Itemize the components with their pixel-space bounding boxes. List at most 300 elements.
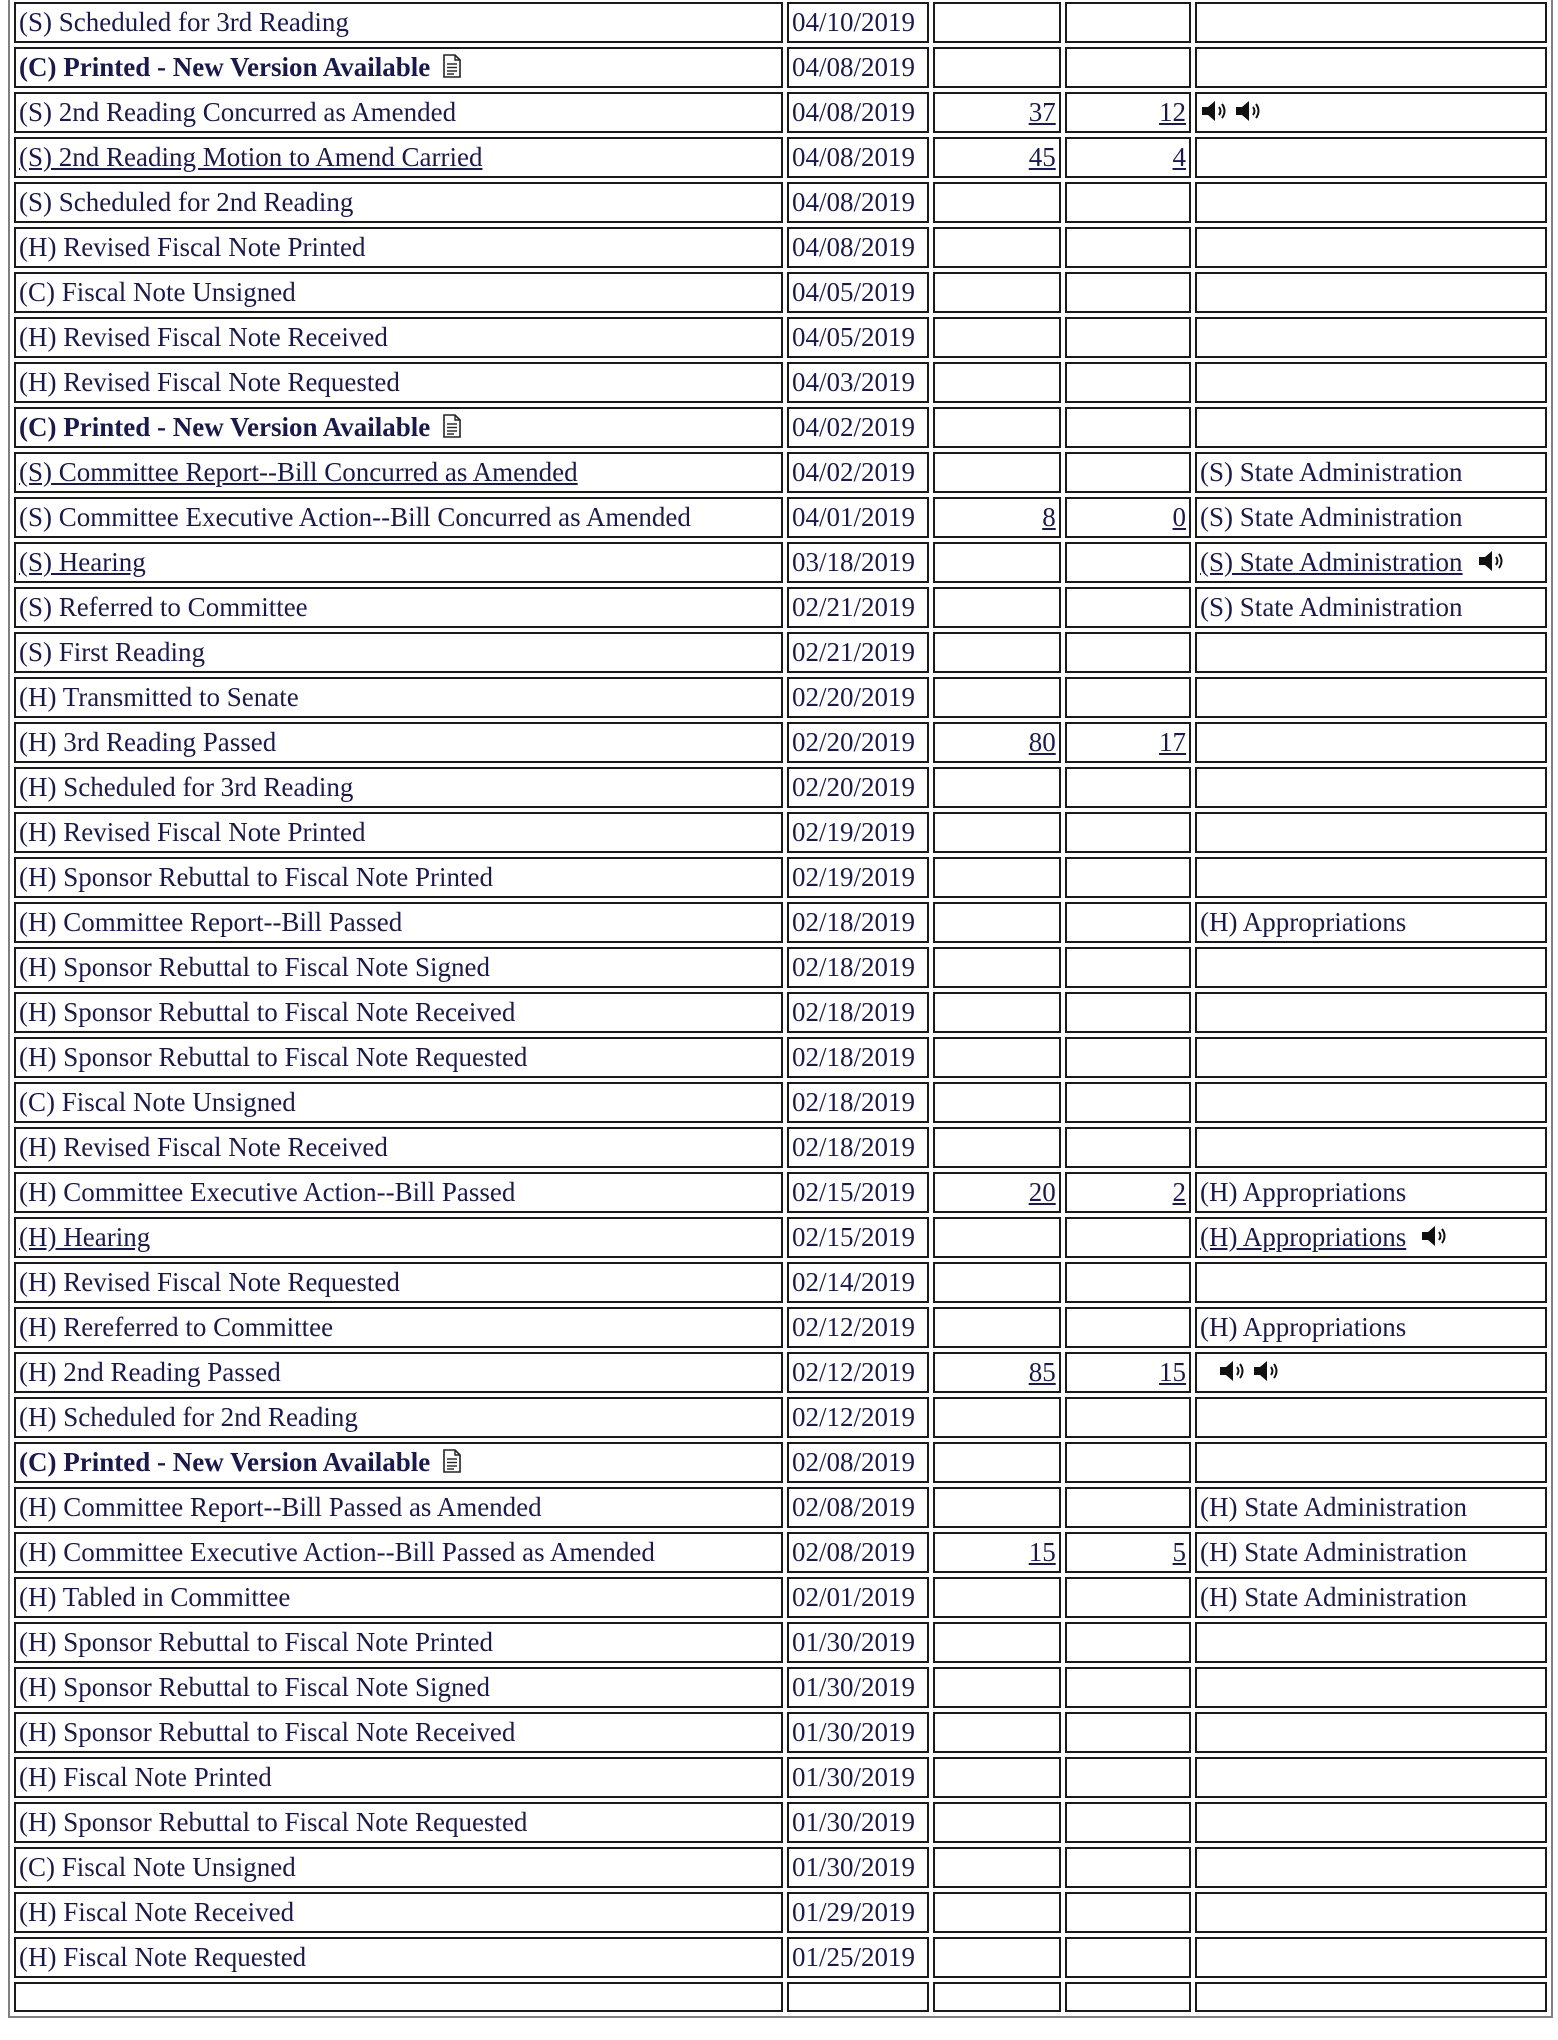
no-votes-cell [1065,47,1191,88]
no-votes-link[interactable]: 17 [1159,727,1187,757]
yes-votes-cell [933,767,1060,808]
yes-votes-link[interactable]: 45 [1028,142,1056,172]
action-text: (H) Fiscal Note Received [19,1897,295,1927]
committee-name: (S) State Administration [1200,457,1463,487]
action-row [14,92,1547,133]
action-cell [14,1757,783,1798]
action-cell [14,1667,783,1708]
committee-cell [1195,1847,1547,1888]
action-row [14,1352,1547,1393]
action-cell [14,317,783,358]
action-date: 04/01/2019 [792,502,916,532]
yes-votes-cell [933,1217,1060,1258]
date-cell [787,1082,929,1123]
date-cell [787,947,929,988]
committee-cell [1195,992,1547,1033]
yes-votes-cell [933,1577,1060,1618]
date-cell [787,497,929,538]
yes-votes-cell [933,407,1060,448]
action-cell [14,1307,783,1348]
action-row [14,182,1547,223]
yes-votes-cell [933,182,1060,223]
action-cell [14,857,783,898]
committee-cell [1195,47,1547,88]
committee-cell [1195,1172,1547,1213]
action-row [14,1802,1547,1843]
action-cell [14,182,783,223]
committee-cell [1195,1037,1547,1078]
speaker-icon[interactable] [1218,1357,1248,1383]
action-row [14,1172,1547,1213]
no-votes-cell [1065,2,1191,43]
action-link[interactable]: (S) Committee Report--Bill Concurred as Amended [19,457,578,487]
no-votes-link[interactable]: 12 [1159,97,1187,127]
date-cell [787,1037,929,1078]
yes-votes-cell [933,812,1060,853]
action-row [14,1757,1547,1798]
action-date: 01/25/2019 [792,1942,916,1972]
action-cell [14,1037,783,1078]
action-cell [14,1127,783,1168]
committee-cell [1195,1757,1547,1798]
action-row [14,767,1547,808]
date-cell [787,1847,929,1888]
yes-votes-cell [933,947,1060,988]
date-cell [787,1487,929,1528]
action-text: (H) Revised Fiscal Note Printed [19,232,366,262]
no-votes-cell [1065,587,1191,628]
yes-votes-cell [933,1937,1060,1978]
no-votes-cell [1065,1937,1191,1978]
action-date: 01/30/2019 [792,1627,916,1657]
no-votes-cell [1065,137,1191,178]
yes-votes-cell [933,1667,1060,1708]
action-link[interactable]: (S) Hearing [19,547,146,577]
date-cell [787,542,929,583]
bill-actions-body [14,2,1547,2012]
action-date: 01/30/2019 [792,1807,916,1837]
committee-name: (H) Appropriations [1200,1177,1407,1207]
action-text: (H) 3rd Reading Passed [19,727,277,757]
bill-actions-table [8,0,1553,2018]
date-cell [787,857,929,898]
action-cell [14,1937,783,1978]
document-icon[interactable] [442,1446,462,1470]
action-date: 02/21/2019 [792,592,916,622]
no-votes-cell [1065,677,1191,718]
action-date: 02/12/2019 [792,1402,916,1432]
speaker-icon[interactable] [1252,1357,1282,1383]
yes-votes-cell [933,1622,1060,1663]
action-text: (H) Sponsor Rebuttal to Fiscal Note Received [19,1717,516,1747]
yes-votes-link[interactable]: 37 [1028,97,1056,127]
no-votes-link[interactable]: 4 [1172,142,1187,172]
yes-votes-cell [933,587,1060,628]
action-date: 02/18/2019 [792,1132,916,1162]
date-cell [787,272,929,313]
action-row [14,1937,1547,1978]
action-cell [14,1262,783,1303]
action-cell [14,992,783,1033]
yes-votes-cell [933,677,1060,718]
no-votes-cell [1065,1577,1191,1618]
no-votes-link[interactable]: 15 [1159,1357,1187,1387]
action-cell [14,1442,783,1483]
committee-cell [1195,767,1547,808]
yes-votes-link[interactable]: 15 [1028,1537,1056,1567]
committee-cell [1195,227,1547,268]
action-link[interactable]: (S) 2nd Reading Motion to Amend Carried [19,142,483,172]
yes-votes-cell [933,1847,1060,1888]
no-votes-cell [1065,1082,1191,1123]
action-text: (C) Fiscal Note Unsigned [19,277,296,307]
committee-link[interactable]: (H) Appropriations [1200,1222,1407,1252]
action-cell [14,47,783,88]
action-cell [14,632,783,673]
committee-cell [1195,812,1547,853]
speaker-icon[interactable] [1420,1222,1450,1248]
no-votes-cell [1065,1667,1191,1708]
yes-votes-cell [933,1442,1060,1483]
date-cell [787,92,929,133]
action-date: 02/20/2019 [792,682,916,712]
no-votes-cell [1065,1442,1191,1483]
action-row [14,1577,1547,1618]
action-row [14,227,1547,268]
action-text: (C) Fiscal Note Unsigned [19,1087,296,1117]
date-cell [787,1622,929,1663]
committee-link[interactable]: (S) State Administration [1200,547,1463,577]
yes-votes-cell [933,1802,1060,1843]
no-votes-cell [1065,1397,1191,1438]
committee-cell [1195,947,1547,988]
action-row [14,317,1547,358]
action-date: 02/15/2019 [792,1177,916,1207]
action-date: 04/03/2019 [792,367,916,397]
committee-cell [1195,1532,1547,1573]
action-cell [14,1577,783,1618]
yes-votes-link[interactable]: 85 [1028,1357,1056,1387]
yes-votes-cell [933,1352,1060,1393]
action-date: 02/08/2019 [792,1537,916,1567]
date-cell [787,1937,929,1978]
date-cell [787,1892,929,1933]
action-cell [14,1622,783,1663]
action-date: 02/20/2019 [792,727,916,757]
document-icon[interactable] [442,51,462,75]
action-text: (H) Sponsor Rebuttal to Fiscal Note Received [19,997,516,1027]
action-row [14,812,1547,853]
action-date: 02/19/2019 [792,862,916,892]
date-cell [787,1442,929,1483]
yes-votes-cell [933,452,1060,493]
speaker-icon[interactable] [1234,97,1264,123]
no-votes-link[interactable]: 2 [1172,1177,1187,1207]
no-votes-cell [1065,1307,1191,1348]
action-date: 02/01/2019 [792,1582,916,1612]
action-text: (C) Printed - New Version Available [19,1447,431,1477]
action-cell [14,767,783,808]
date-cell [787,1577,929,1618]
action-cell [14,542,783,583]
yes-votes-cell [933,317,1060,358]
action-row [14,1397,1547,1438]
action-cell [14,1892,783,1933]
committee-cell [1195,1127,1547,1168]
action-cell [14,1082,783,1123]
committee-cell [1195,677,1547,718]
committee-cell [1195,632,1547,673]
action-text: (H) Sponsor Rebuttal to Fiscal Note Printed [19,1627,493,1657]
committee-cell [1195,1802,1547,1843]
action-text: (H) 2nd Reading Passed [19,1357,281,1387]
action-cell [14,137,783,178]
action-text: (S) Committee Executive Action--Bill Concurred as Amended [19,502,691,532]
no-votes-cell [1065,542,1191,583]
speaker-icon[interactable] [1477,547,1507,573]
committee-cell [1195,317,1547,358]
yes-votes-cell [933,227,1060,268]
action-cell [14,1802,783,1843]
action-text: (H) Committee Executive Action--Bill Passed as Amended [19,1537,655,1567]
committee-name: (H) State Administration [1200,1492,1468,1522]
date-cell [787,1262,929,1303]
committee-cell [1195,722,1547,763]
speaker-icon[interactable] [1200,97,1230,123]
committee-name: (H) Appropriations [1200,907,1407,937]
no-votes-cell [1065,722,1191,763]
action-row [14,1442,1547,1483]
no-votes-cell [1065,1217,1191,1258]
committee-name: (H) State Administration [1200,1537,1468,1567]
no-votes-cell [1065,1847,1191,1888]
action-cell [14,272,783,313]
committee-cell [1195,362,1547,403]
action-text: (C) Fiscal Note Unsigned [19,1852,296,1882]
action-date: 04/08/2019 [792,142,916,172]
date-cell [787,1712,929,1753]
committee-cell [1195,1577,1547,1618]
action-cell [14,587,783,628]
committee-cell [1195,1487,1547,1528]
action-row [14,272,1547,313]
yes-votes-cell [933,362,1060,403]
action-date: 03/18/2019 [792,547,916,577]
no-votes-cell [1065,1757,1191,1798]
no-votes-cell [1065,857,1191,898]
committee-name: (H) Appropriations [1200,1312,1407,1342]
no-votes-cell [1065,1802,1191,1843]
action-row [14,1532,1547,1573]
date-cell [787,677,929,718]
action-row [14,1667,1547,1708]
action-cell [14,947,783,988]
action-date: 02/08/2019 [792,1447,916,1477]
action-link[interactable]: (H) Hearing [19,1222,151,1252]
action-text: (H) Committee Report--Bill Passed as Amended [19,1492,542,1522]
date-cell [787,902,929,943]
action-text: (H) Sponsor Rebuttal to Fiscal Note Signed [19,952,490,982]
yes-votes-cell [933,1262,1060,1303]
committee-cell [1195,1262,1547,1303]
date-cell [787,1667,929,1708]
action-row [14,1712,1547,1753]
yes-votes-cell [933,902,1060,943]
action-text: (H) Revised Fiscal Note Received [19,1132,388,1162]
empty-cell [14,1982,783,2012]
action-text: (H) Sponsor Rebuttal to Fiscal Note Requested [19,1042,528,1072]
action-text: (H) Revised Fiscal Note Requested [19,1267,400,1297]
yes-votes-link[interactable]: 20 [1028,1177,1056,1207]
no-votes-cell [1065,632,1191,673]
date-cell [787,812,929,853]
no-votes-cell [1065,497,1191,538]
action-row [14,1217,1547,1258]
yes-votes-link[interactable]: 8 [1042,502,1056,532]
committee-cell [1195,857,1547,898]
no-votes-cell [1065,812,1191,853]
committee-cell [1195,1622,1547,1663]
no-votes-cell [1065,1487,1191,1528]
yes-votes-cell [933,1397,1060,1438]
action-text: (C) Printed - New Version Available [19,412,431,442]
action-text: (H) Scheduled for 2nd Reading [19,1402,358,1432]
action-date: 02/14/2019 [792,1267,916,1297]
yes-votes-cell [933,1082,1060,1123]
date-cell [787,182,929,223]
no-votes-cell [1065,407,1191,448]
action-row [14,47,1547,88]
no-votes-cell [1065,1262,1191,1303]
action-cell [14,407,783,448]
action-text: (H) Rereferred to Committee [19,1312,334,1342]
action-cell [14,497,783,538]
action-cell [14,1487,783,1528]
date-cell [787,362,929,403]
action-cell [14,1532,783,1573]
no-votes-cell [1065,227,1191,268]
action-date: 02/19/2019 [792,817,916,847]
yes-votes-cell [933,2,1060,43]
yes-votes-cell [933,1712,1060,1753]
no-votes-cell [1065,1622,1191,1663]
action-cell [14,1712,783,1753]
date-cell [787,1352,929,1393]
action-row [14,1847,1547,1888]
action-text: (H) Sponsor Rebuttal to Fiscal Note Printed [19,862,493,892]
action-date: 01/30/2019 [792,1717,916,1747]
action-row [14,362,1547,403]
action-row [14,2,1547,43]
yes-votes-link[interactable]: 80 [1028,727,1056,757]
action-date: 01/30/2019 [792,1672,916,1702]
yes-votes-cell [933,1892,1060,1933]
no-votes-link[interactable]: 0 [1172,502,1187,532]
action-row [14,497,1547,538]
no-votes-cell [1065,362,1191,403]
committee-cell [1195,902,1547,943]
empty-cell [1065,1982,1191,2012]
action-date: 01/30/2019 [792,1762,916,1792]
action-cell [14,227,783,268]
empty-cell [1195,1982,1547,2012]
action-row [14,857,1547,898]
action-text: (H) Committee Report--Bill Passed [19,907,403,937]
action-date: 04/05/2019 [792,277,916,307]
action-cell [14,812,783,853]
no-votes-cell [1065,767,1191,808]
action-cell [14,1172,783,1213]
no-votes-link[interactable]: 5 [1172,1537,1187,1567]
committee-cell [1195,92,1547,133]
no-votes-cell [1065,1532,1191,1573]
action-row [14,722,1547,763]
action-text: (C) Printed - New Version Available [19,52,431,82]
committee-cell [1195,407,1547,448]
action-row [14,137,1547,178]
action-date: 04/02/2019 [792,457,916,487]
action-date: 02/12/2019 [792,1357,916,1387]
action-date: 02/15/2019 [792,1222,916,1252]
action-date: 01/30/2019 [792,1852,916,1882]
action-text: (H) Committee Executive Action--Bill Passed [19,1177,516,1207]
action-text: (H) Sponsor Rebuttal to Fiscal Note Signed [19,1672,490,1702]
action-date: 01/29/2019 [792,1897,916,1927]
no-votes-cell [1065,1892,1191,1933]
committee-cell [1195,137,1547,178]
date-cell [787,2,929,43]
document-icon[interactable] [442,411,462,435]
action-row [14,1307,1547,1348]
date-cell [787,722,929,763]
yes-votes-cell [933,1487,1060,1528]
date-cell [787,1217,929,1258]
action-cell [14,1352,783,1393]
empty-cell [933,1982,1060,2012]
action-row [14,1082,1547,1123]
action-row [14,452,1547,493]
action-row [14,1262,1547,1303]
yes-votes-cell [933,542,1060,583]
action-date: 02/08/2019 [792,1492,916,1522]
date-cell [787,1307,929,1348]
action-cell [14,1397,783,1438]
action-row [14,1037,1547,1078]
no-votes-cell [1065,1712,1191,1753]
committee-cell [1195,1307,1547,1348]
action-text: (H) Fiscal Note Printed [19,1762,272,1792]
action-text: (H) Fiscal Note Requested [19,1942,307,1972]
date-cell [787,407,929,448]
no-votes-cell [1065,92,1191,133]
action-row [14,632,1547,673]
committee-name: (S) State Administration [1200,592,1463,622]
yes-votes-cell [933,1037,1060,1078]
no-votes-cell [1065,182,1191,223]
action-row [14,1622,1547,1663]
date-cell [787,587,929,628]
action-text: (S) 2nd Reading Concurred as Amended [19,97,457,127]
action-row [14,902,1547,943]
date-cell [787,317,929,358]
action-text: (H) Revised Fiscal Note Received [19,322,388,352]
action-text: (H) Transmitted to Senate [19,682,299,712]
committee-cell [1195,2,1547,43]
committee-cell [1195,1082,1547,1123]
action-cell [14,362,783,403]
date-cell [787,47,929,88]
committee-name: (S) State Administration [1200,502,1463,532]
